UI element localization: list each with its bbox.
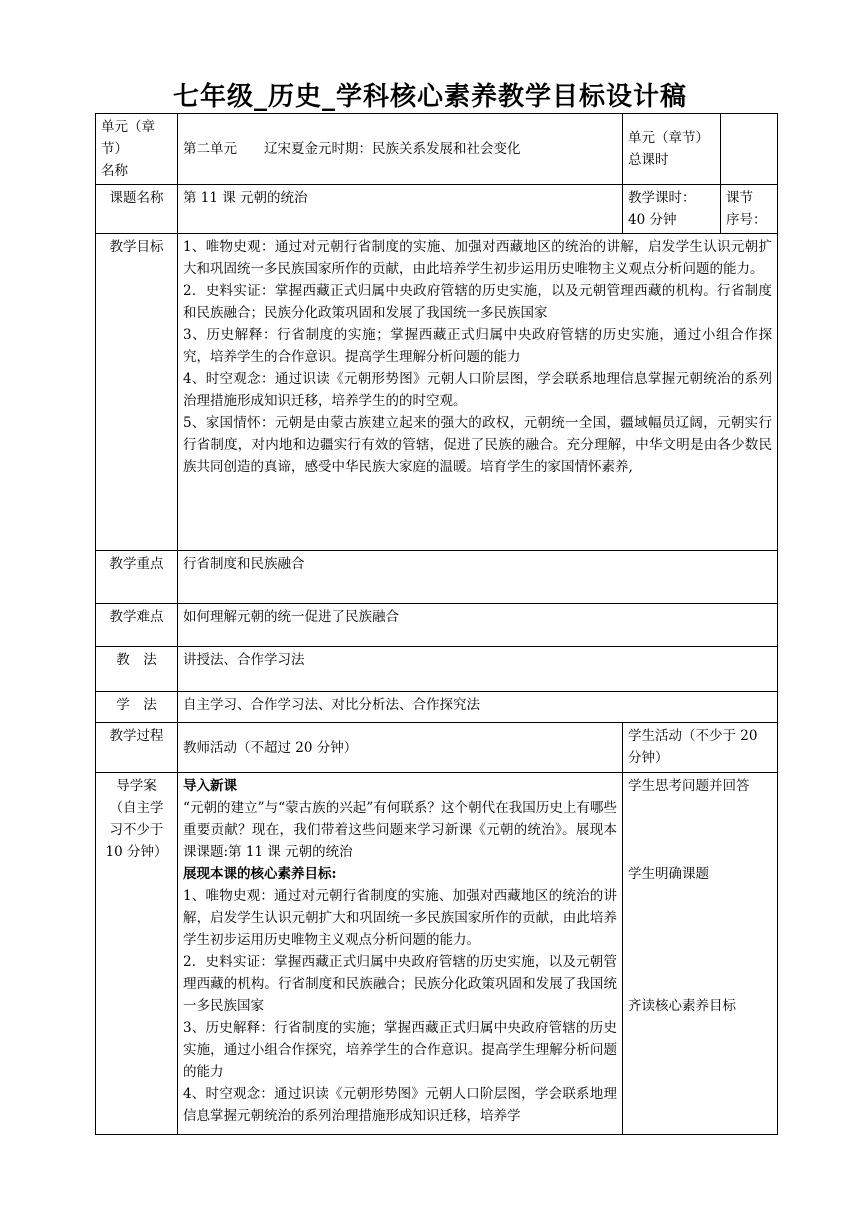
teacher-activity-header-cell [178,723,623,773]
guide-label-line: （自主学 [109,800,164,816]
lesson-time-line: 40 分钟 [628,212,677,228]
goal-item: 4、时空观念：通过识读《元朝形势图》元朝人口阶层图，学会联系地理信息掌握元朝统治的系列治理措施形成知识迁移，培养学生的的时空观。 [183,371,772,409]
page-title: 七年级_历史_学科核心素养教学目标设计稿 [172,82,687,112]
guide-paragraph: “元朝的建立”与“蒙古族的兴起”有何联系？这个朝代在我国历史上有哪些重要贡献？现在，我们带着这些问题来学习新课《元朝的统治》。展现本课课题:第 11 课 元朝的统治 [183,800,617,860]
table-row-lesson [96,185,778,234]
lesson-seq-line: 课节 [726,190,753,206]
table-row-process [96,723,778,773]
unit-label-line: 节） [101,141,128,157]
guide-student-cell [623,773,778,1135]
unit-hours-label-line: 单元（章节） [628,130,709,146]
teach-method-label: 教 法 [116,652,157,668]
difficulty-label: 教学难点 [109,609,164,625]
goal-item: 3、历史解释：行省制度的实施；掌握西藏正式归属中央政府管辖的历史实施，通过小组合作探究，培养学生的合作意识。提高学生理解分析问题的能力 [183,327,772,365]
lesson-plan-table [95,113,778,1135]
goals-label: 教学目标 [109,239,164,255]
process-label-cell [96,723,178,773]
guide-label-cell [96,773,178,1135]
unit-value-cell [178,114,623,185]
guide-label-line: 10 分钟） [105,844,168,860]
guide-paragraph: 4、时空观念：通过识读《元朝形势图》元朝人口阶层图，学会联系地理信息掌握元朝统治的系列治理措施形成知识迁移，培养学 [183,1086,617,1124]
key-value: 行省制度和民族融合 [183,556,305,572]
guide-paragraph: 2．史料实证：掌握西藏正式归属中央政府管辖的历史实施，以及元朝管理西藏的机构。行省制度和民族融合；民族分化政策巩固和发展了我国统一多民族国家 [183,954,617,1014]
unit-value: 第二单元 辽宋夏金元时期：民族关系发展和社会变化 [183,141,521,157]
unit-hours-value-cell [721,114,778,185]
guide-heading-intro: 导入新课 [183,778,237,794]
unit-label-line: 单元（章 [101,119,155,135]
lesson-label: 课题名称 [109,190,164,206]
student-activity-header-cell [623,723,778,773]
key-label: 教学重点 [109,556,164,572]
difficulty-value: 如何理解元朝的统一促进了民族融合 [183,609,399,625]
student-item: 学生明确课题 [628,866,709,882]
goal-item: 5、家国情怀：元朝是由蒙古族建立起来的强大的政权，元朝统一全国，疆域幅员辽阔，元朝实行行省制度，对内地和边疆实行有效的管辖，促进了民族的融合。充分理解，中华文明是由各少数民族共同创造的真谛，感受中华民族大家庭的温暖。培育学生的家国情怀素养, [183,415,772,475]
table-row-key [96,551,778,604]
teach-method-value-cell [178,647,778,692]
unit-hours-label-cell [623,114,721,185]
teacher-activity-header: 教师活动（不超过 20 分钟） [183,739,358,756]
table-row-learn-method [96,692,778,723]
lesson-seq-cell [721,185,778,234]
table-row-goals [96,234,778,551]
teach-method-label-cell [96,647,178,692]
unit-hours-label-line: 总课时 [628,152,669,168]
goals-content-cell [178,234,778,551]
lesson-time-line: 教学课时： [628,190,696,206]
guide-label-line: 导学案 [116,778,157,794]
table-row-difficulty [96,604,778,647]
key-label-cell [96,551,178,604]
teach-method-value: 讲授法、合作学习法 [183,652,305,668]
learn-method-value-cell [178,692,778,723]
learn-method-label: 学 法 [116,697,157,713]
student-activity-header: 学生活动（不少于 20 分钟） [628,728,758,766]
difficulty-value-cell [178,604,778,647]
guide-label-line: 习不少于 [109,822,164,838]
learn-method-value: 自主学习、合作学习法、对比分析法、合作探究法 [183,697,480,713]
table-row-unit [96,114,778,185]
lesson-seq-line: 序号： [726,212,767,228]
guide-heading-goals: 展现本课的核心素养目标: [183,866,337,882]
lesson-label-cell [96,185,178,234]
learn-method-label-cell [96,692,178,723]
goal-item: 2．史料实证：掌握西藏正式归属中央政府管辖的历史实施，以及元朝管理西藏的机构。行省制度和民族融合；民族分化政策巩固和发展了我国统一多民族国家 [183,283,772,321]
goals-label-cell [96,234,178,551]
process-label: 教学过程 [109,728,164,744]
guide-teacher-cell [178,773,623,1135]
goal-item: 1、唯物史观：通过对元朝行省制度的实施、加强对西藏地区的统治的讲解，启发学生认识元朝扩大和巩固统一多民族国家所作的贡献，由此培养学生初步运用历史唯物主义观点分析问题的能力。 [183,239,772,277]
unit-label-cell [96,114,178,185]
key-value-cell [178,551,778,604]
student-item: 齐读核心素养目标 [628,998,736,1014]
difficulty-label-cell [96,604,178,647]
lesson-time-cell [623,185,721,234]
guide-paragraph: 3、历史解释：行省制度的实施；掌握西藏正式归属中央政府管辖的历史实施，通过小组合作探究，培养学生的合作意识。提高学生理解分析问题的能力 [183,1020,617,1080]
guide-paragraph: 1、唯物史观：通过对元朝行省制度的实施、加强对西藏地区的统治的讲解，启发学生认识元朝扩大和巩固统一多民族国家所作的贡献，由此培养学生初步运用历史唯物主义观点分析问题的能力。 [183,888,617,948]
lesson-value: 第 11 课 元朝的统治 [183,190,308,206]
unit-label-line: 名称 [101,163,128,179]
lesson-value-cell [178,185,623,234]
student-item: 学生思考问题并回答 [628,778,750,794]
table-row-guide [96,773,778,1135]
table-row-teach-method [96,647,778,692]
